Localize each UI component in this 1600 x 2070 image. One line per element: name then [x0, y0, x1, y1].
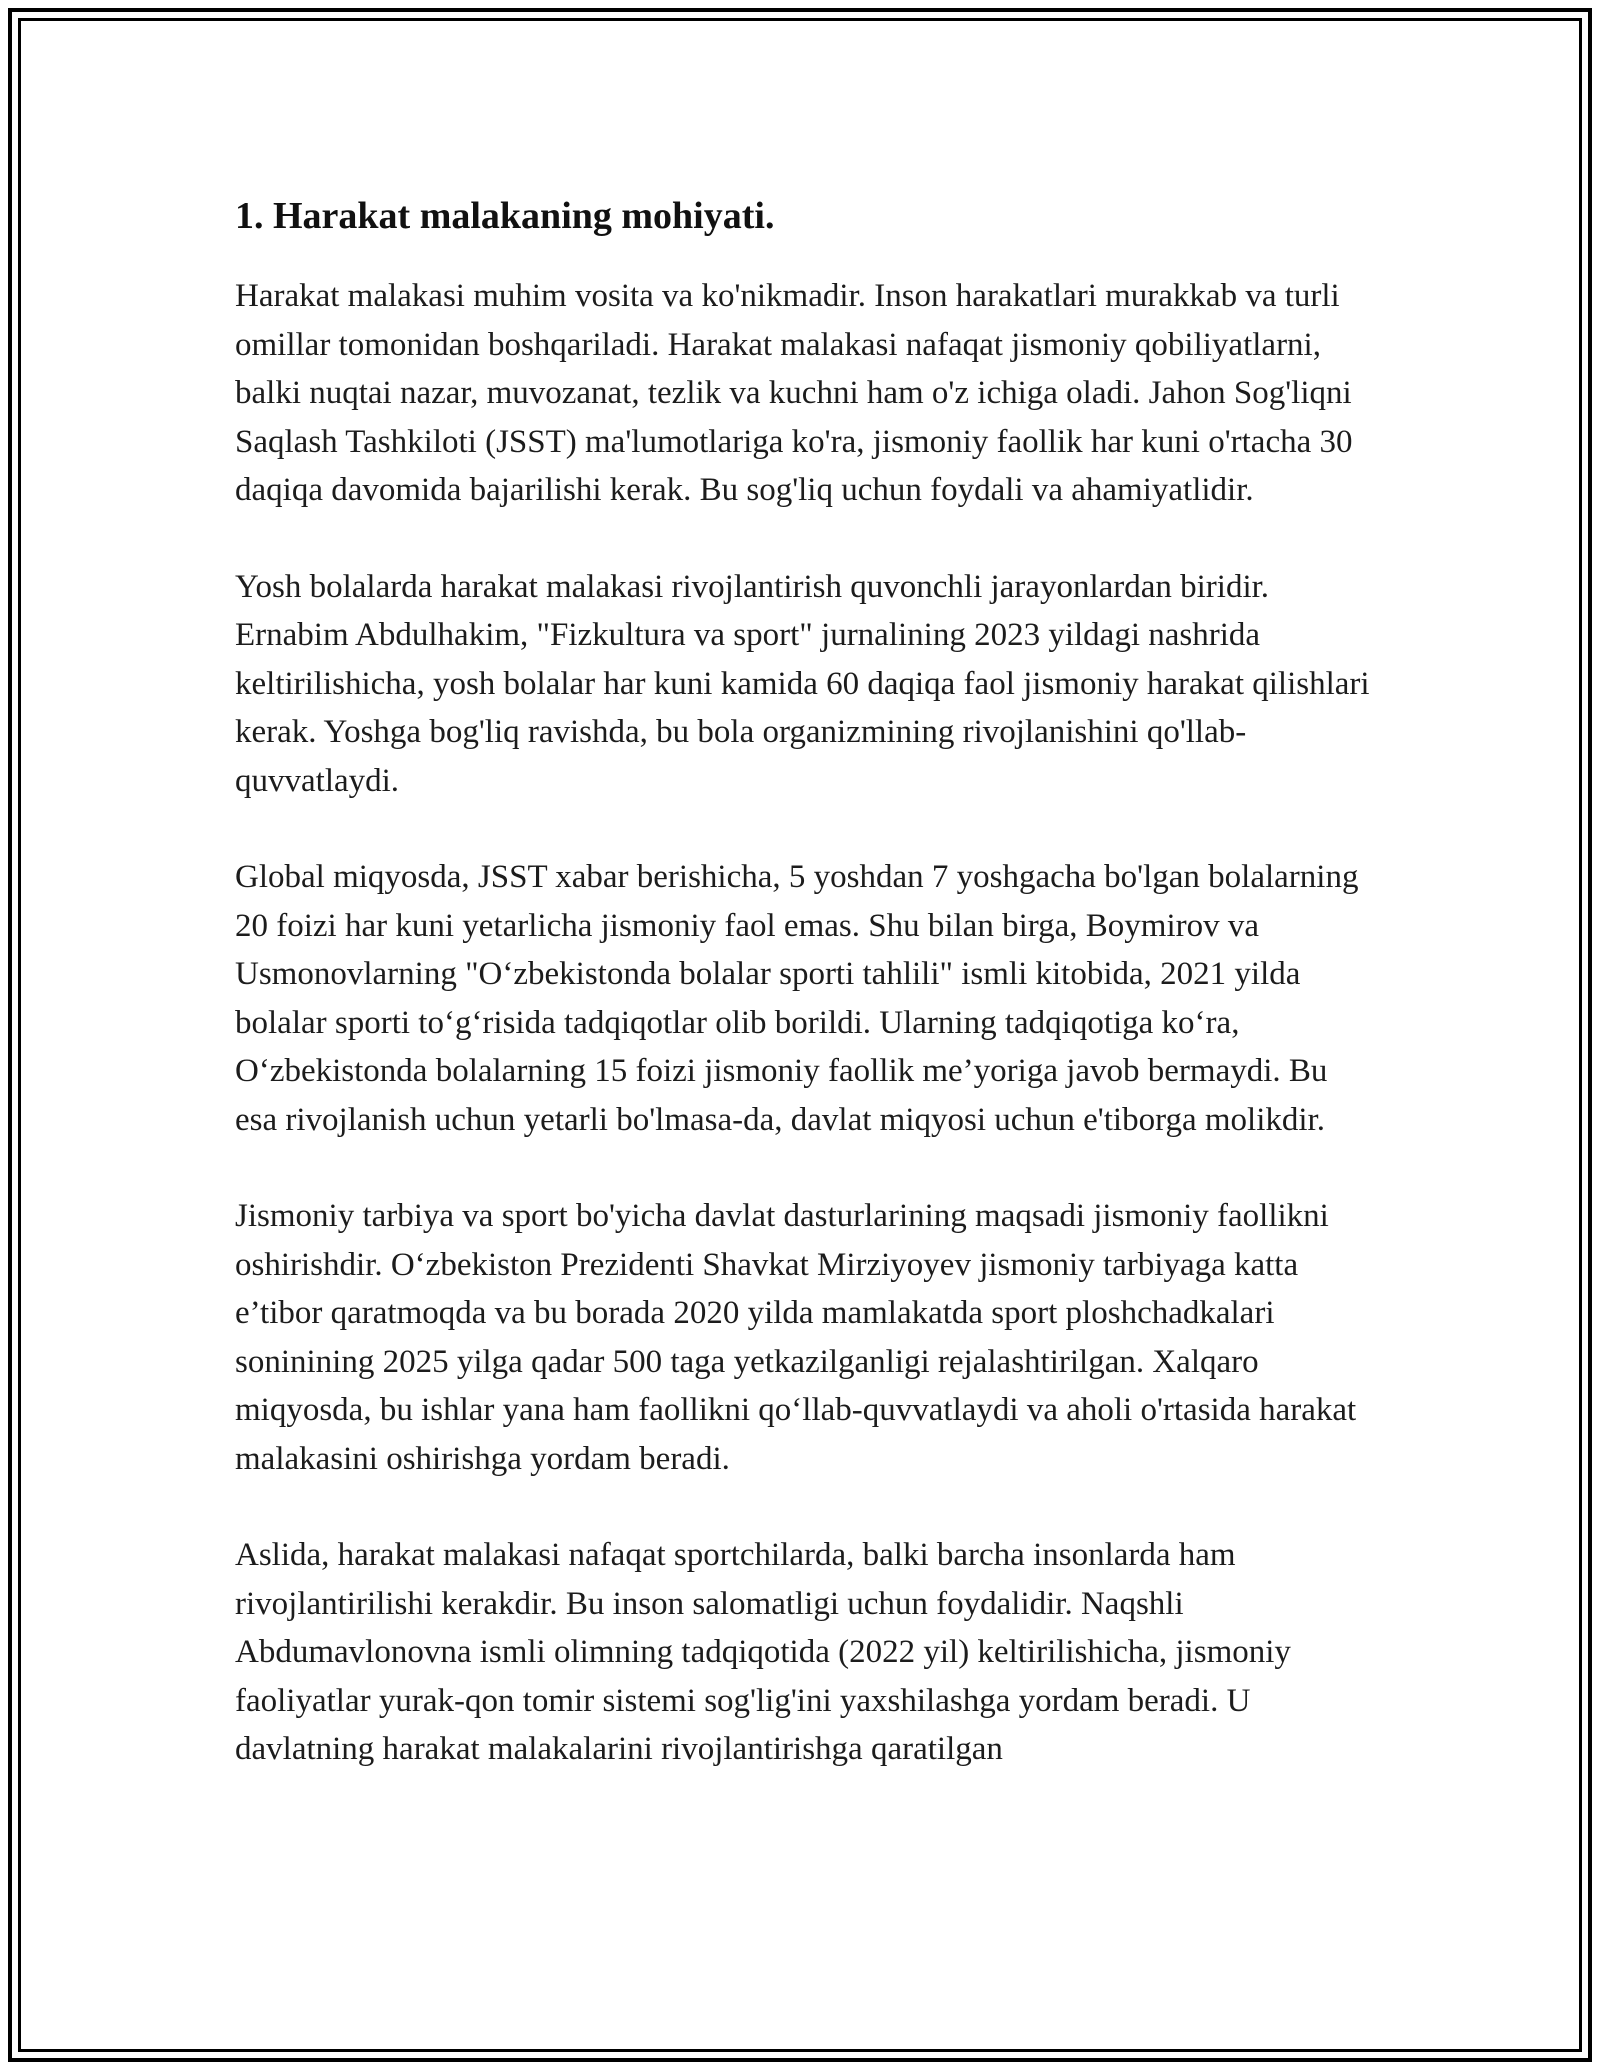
paragraph-2: Yosh bolalarda harakat malakasi rivojlantirish quvonchli jarayonlardan biridir. Ernabim Abdulhakim, "Fizkultura va sport" jurnalining 2023 yildagi nashrida keltirilishicha, yosh bolalar har kuni kamida 60 daqiqa faol jismoniy harakat qilishlari kerak. Yoshga bog'liq ravishda, bu bola organizmining rivojlanishini qo'llab-quvvatlaydi. — [235, 568, 1370, 799]
document-body — [235, 188, 1375, 1774]
paragraph-5: Aslida, harakat malakasi nafaqat sportchilarda, balki barcha insonlarda ham rivojlantirilishi kerakdir. Bu inson salomatligi uchun foydalidir. Naqshli Abdumavlonovna ismli olimning tadqiqotida (2022 yil) keltirilishicha, jismoniy faoliyatlar yurak-qon tomir sistemi sog'lig'ini yaxshilashga yordam beradi. U davlatning harakat malakalarini rivojlantirishga qaratilgan — [235, 1537, 1291, 1767]
section-heading: 1. Harakat malakaning mohiyati. — [235, 195, 775, 237]
paragraph-4: Jismoniy tarbiya va sport bo'yicha davlat dasturlarining maqsadi jismoniy faollikni oshirishdir. O‘zbekiston Prezidenti Shavkat Mirziyoyev jismoniy tarbiyaga katta e’tibor qaratmoqda va bu borada 2020 yilda mamlakatda sport ploshchadkalari soninining 2025 yilga qadar 500 taga yetkazilganligi rejalashtirilgan. Xalqaro miqyosda, bu ishlar yana ham faollikni qo‘llab-quvvatlaydi va aholi o'rtasida harakat malakasini oshirishga yordam beradi. — [235, 1198, 1357, 1477]
paragraph-3: Global miqyosda, JSST xabar berishicha, 5 yoshdan 7 yoshgacha bo'lgan bolalarning 20 foizi har kuni yetarlicha jismoniy faol emas. Shu bilan birga, Boymirov va Usmonovlarning "O‘zbekistonda bolalar sporti tahlili" ismli kitobida, 2021 yilda bolalar sporti to‘g‘risida tadqiqotlar olib borildi. Ularning tadqiqotiga ko‘ra, O‘zbekistonda bolalarning 15 foizi jismoniy faollik me’yoriga javob bermaydi. Bu esa rivojlanish uchun yetarli bo'lmasa-da, davlat miqyosi uchun e'tiborga molikdir. — [235, 859, 1359, 1138]
paragraph-1: Harakat malakasi muhim vosita va ko'nikmadir. Inson harakatlari murakkab va turli omillar tomonidan boshqariladi. Harakat malakasi nafaqat jismoniy qobiliyatlarni, balki nuqtai nazar, muvozanat, tezlik va kuchni ham o'z ichiga oladi. Jahon Sog'liqni Saqlash Tashkiloti (JSST) ma'lumotlariga ko'ra, jismoniy faollik har kuni o'rtacha 30 daqiqa davomida bajarilishi kerak. Bu sog'liq uchun foydali va ahamiyatlidir. — [235, 278, 1353, 508]
